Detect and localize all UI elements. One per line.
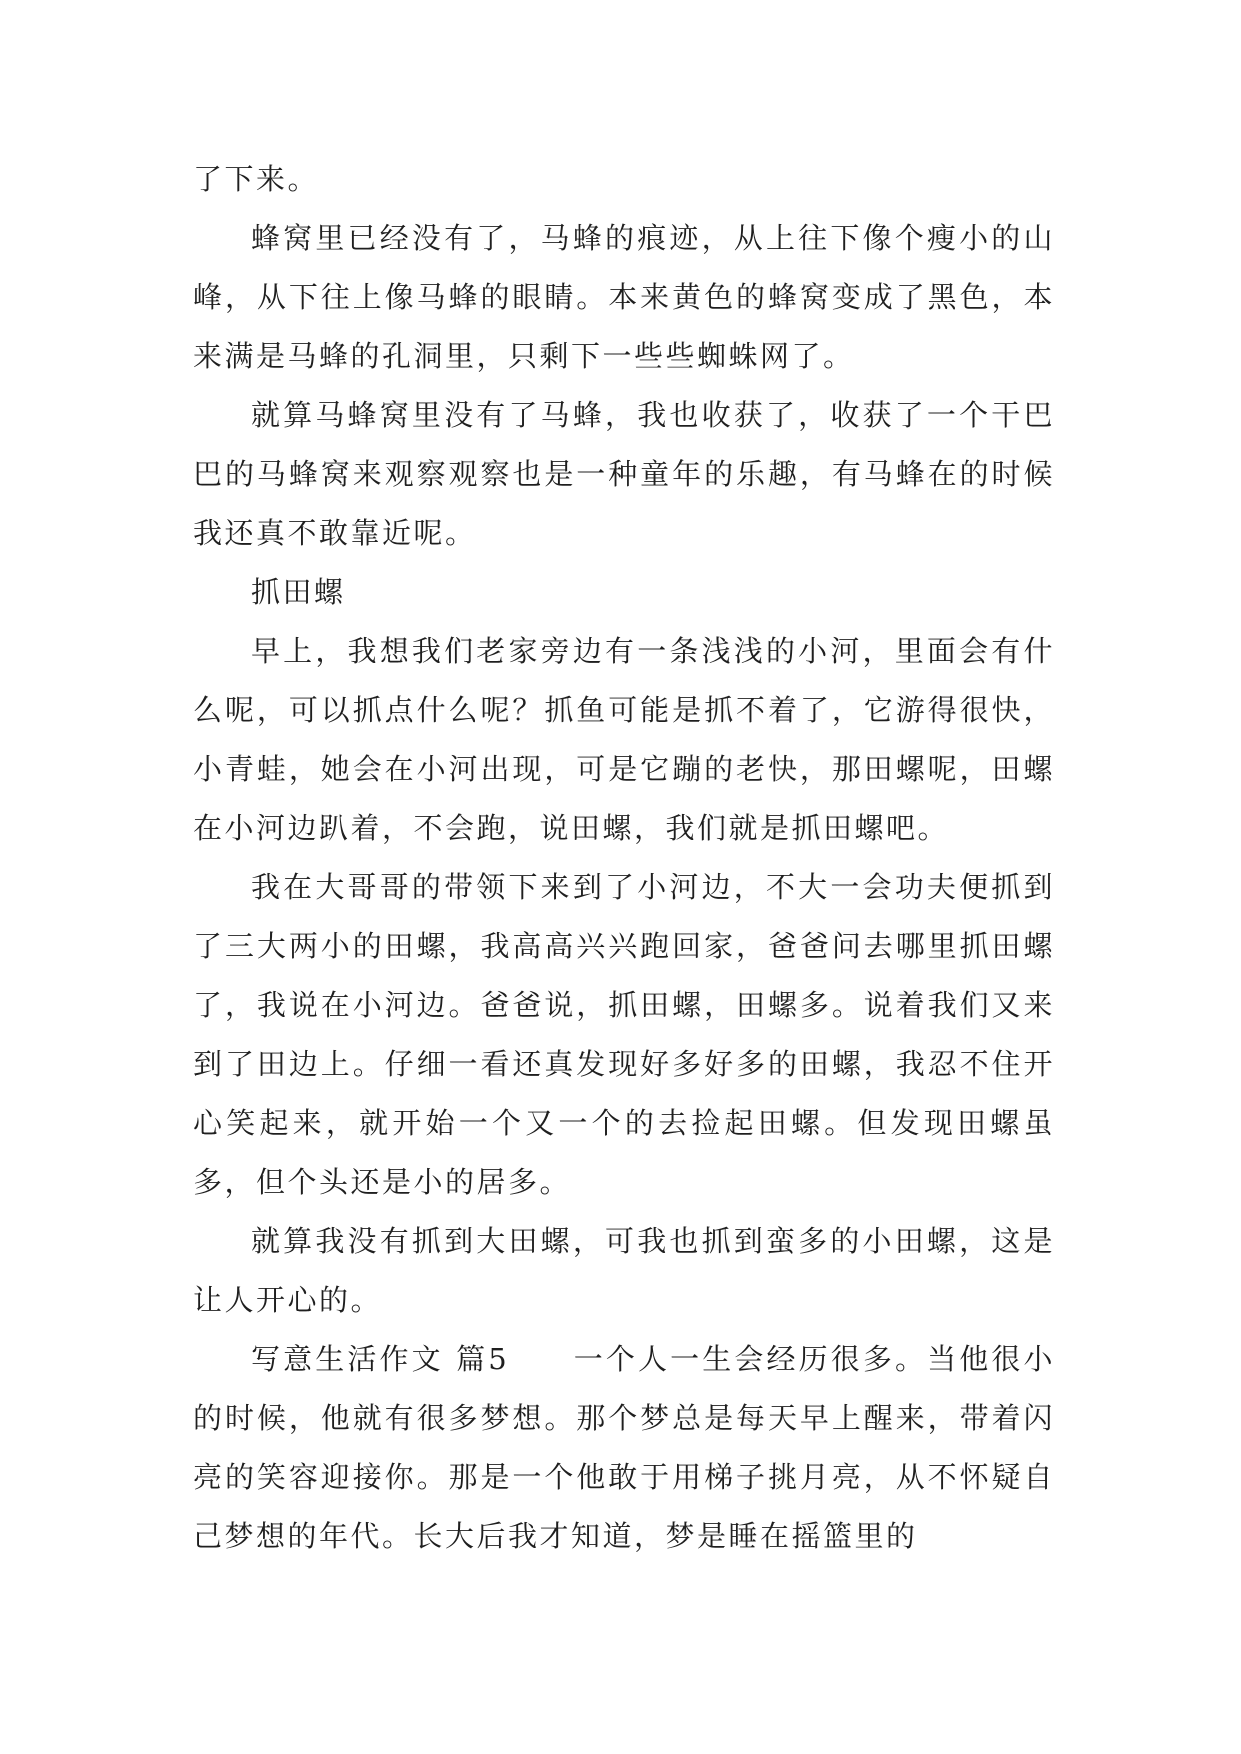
paragraph-hornet-nest: 蜂窝里已经没有了，马蜂的痕迹，从上往下像个瘦小的山峰，从下往上像马蜂的眼睛。本来黄色的蜂窝变成了黑色，本来满是马蜂的孔洞里，只剩下一些些蜘蛛网了。: [193, 221, 1055, 373]
paragraph-essay-5: [193, 1330, 1055, 1566]
paragraph-continuation: 了下来。: [193, 162, 320, 196]
paragraph-morning: 早上，我想我们老家旁边有一条浅浅的小河，里面会有什么呢，可以抓点什么呢？抓鱼可能是抓不着了，它游得很快，小青蛙，她会在小河出现，可是它蹦的老快，那田螺呢，田螺在小河边趴着，不会跑，说田螺，我们就是抓田螺吧。: [193, 634, 1055, 845]
paragraph-river: 我在大哥哥的带领下来到了小河边，不大一会功夫便抓到了三大两小的田螺，我高高兴兴跑回家，爸爸问去哪里抓田螺了，我说在小河边。爸爸说，抓田螺，田螺多。说着我们又来到了田边上。仔细一看还真发现好多好多的田螺，我忍不住开心笑起来，就开始一个又一个的去捡起田螺。但发现田螺虽多，但个头还是小的居多。: [193, 870, 1055, 1199]
paragraph-harvest: 就算马蜂窝里没有了马蜂，我也收获了，收获了一个干巴巴的马蜂窝来观察观察也是一种童年的乐趣，有马蜂在的时候我还真不敢靠近呢。: [193, 398, 1055, 550]
essay-body: 一个人一生会经历很多。当他很小的时候，他就有很多梦想。那个梦总是每天早上醒来，带着闪亮的笑容迎接你。那是一个他敢于用梯子挑月亮，从不怀疑自己梦想的年代。长大后我才知道，梦是睡在摇篮里的: [193, 1342, 1055, 1553]
essay-heading: 写意生活作文 篇5: [251, 1342, 510, 1376]
document-body: [193, 150, 1055, 1566]
section-title-snails: 抓田螺: [251, 575, 346, 609]
paragraph-conclusion: 就算我没有抓到大田螺，可我也抓到蛮多的小田螺，这是让人开心的。: [193, 1224, 1055, 1317]
